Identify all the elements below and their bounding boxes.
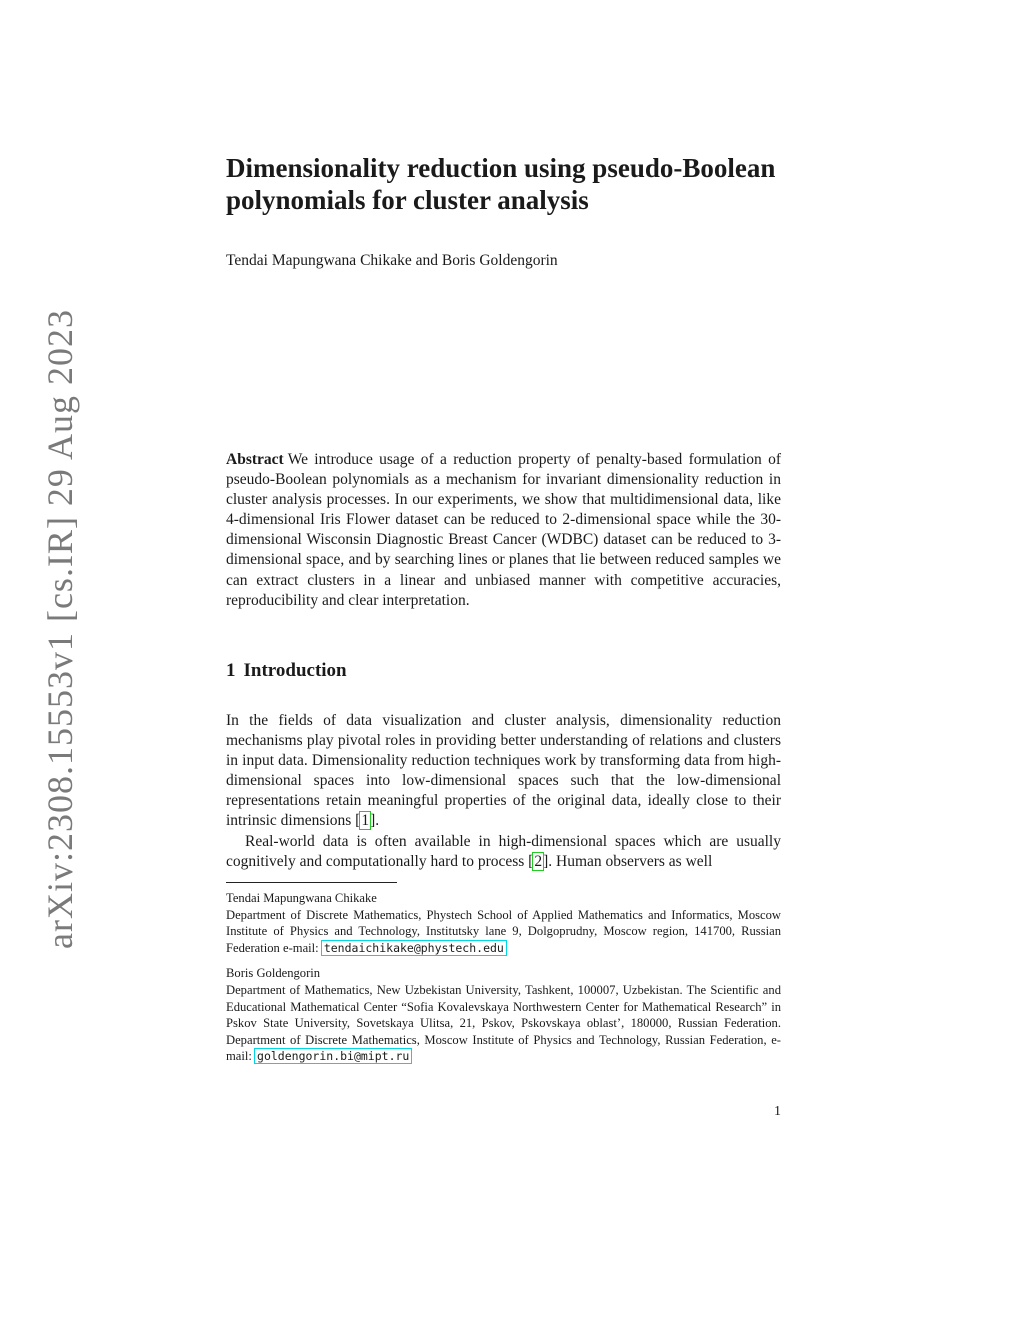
footnote-affiliation <box>226 907 781 957</box>
footnote-author-name: Tendai Mapungwana Chikake <box>226 891 377 905</box>
paragraph-text-tail: ]. Human observers as well <box>543 852 713 870</box>
arxiv-identifier: arXiv:2308.15553v1 [cs.IR] 29 Aug 2023 <box>40 309 80 949</box>
footnote-affiliation-text: Department of Mathematics, New Uzbekistan University, Tashkent, 100007, Uzbekistan. The Scientific and Educational Mathematical Center “Sofia Kovalevskaya Northwestern Center for Mathematical Research” in Pskov State University, Sovetskaya Ulitsa, 21, Pskov, Pskovskaya oblast’, 180000, Russian Federation. Department of Discrete Mathematics, Moscow Institute of Physics and Technology, Russian Federation, e-mail: <box>226 982 781 1064</box>
citation-link[interactable]: 2 <box>534 852 543 870</box>
abstract-text: We introduce usage of a reduction property of penalty-based formulation of pseudo-Boolean polynomials as a mechanism for invariant dimensionality reduction in cluster analysis processes. In our experiments, we show that multidimensional data, like 4-dimensional Iris Flower dataset can be reduced to 2-dimensional space while the 30-dimensional Wisconsin Diagnostic Breast Cancer (WDBC) dataset can be reduced to 3-dimensional space, and by searching lines or planes that lie between reduced samples we can extract clusters in a linear and unbiased manner with competitive accuracies, reproducibility and clear interpretation. <box>226 451 781 609</box>
section-heading <box>226 660 781 682</box>
paragraph <box>226 711 781 832</box>
paper-title: Dimensionality reduction using pseudo-Boolean polynomials for cluster analysis <box>226 153 776 215</box>
author-list: Tendai Mapungwana Chikake and Boris Goldengorin <box>226 252 558 269</box>
citation-link[interactable]: 1 <box>361 812 370 830</box>
section-number: 1 <box>226 660 236 681</box>
section-title: Introduction <box>243 660 347 681</box>
paragraph-text-tail: ]. <box>370 812 380 830</box>
abstract-label: Abstract <box>226 451 284 468</box>
email-link[interactable]: goldengorin.bi@mipt.ru <box>257 1049 410 1064</box>
footnote-author-name: Boris Goldengorin <box>226 966 321 981</box>
paragraph-text: Real-world data is often available in high-dimensional spaces which are usually cognitively and computationally hard to process [ <box>226 832 781 870</box>
paragraph-text: In the fields of data visualization and cluster analysis, dimensionality reduction mechanisms play pivotal roles in providing better understanding of relations and clusters in input data. Dimensionality reduction techniques work by transforming data from high-dimensional spaces into low-dimensional spaces such that the low-dimensional representations retain meaningful properties of the original data, ideally close to their intrinsic dimensions [ <box>226 712 781 830</box>
email-link[interactable]: tendaichikake@phystech.edu <box>323 940 504 955</box>
footnote-affiliation-text: Department of Discrete Mathematics, Phystech School of Applied Mathematics and Informatics, Moscow Institute of Physics and Technology, Institutsky lane 9, Dolgoprudny, Moscow region, 141700, Russian Federation e-mail: <box>226 907 781 955</box>
footnote-gap <box>226 956 781 965</box>
paragraph <box>226 832 781 872</box>
introduction-body <box>226 711 781 872</box>
footnotes <box>226 890 781 1065</box>
page-number: 1 <box>774 1104 781 1119</box>
footnote-divider <box>226 882 397 883</box>
footnote-affiliation <box>226 982 781 1065</box>
abstract <box>226 450 781 611</box>
